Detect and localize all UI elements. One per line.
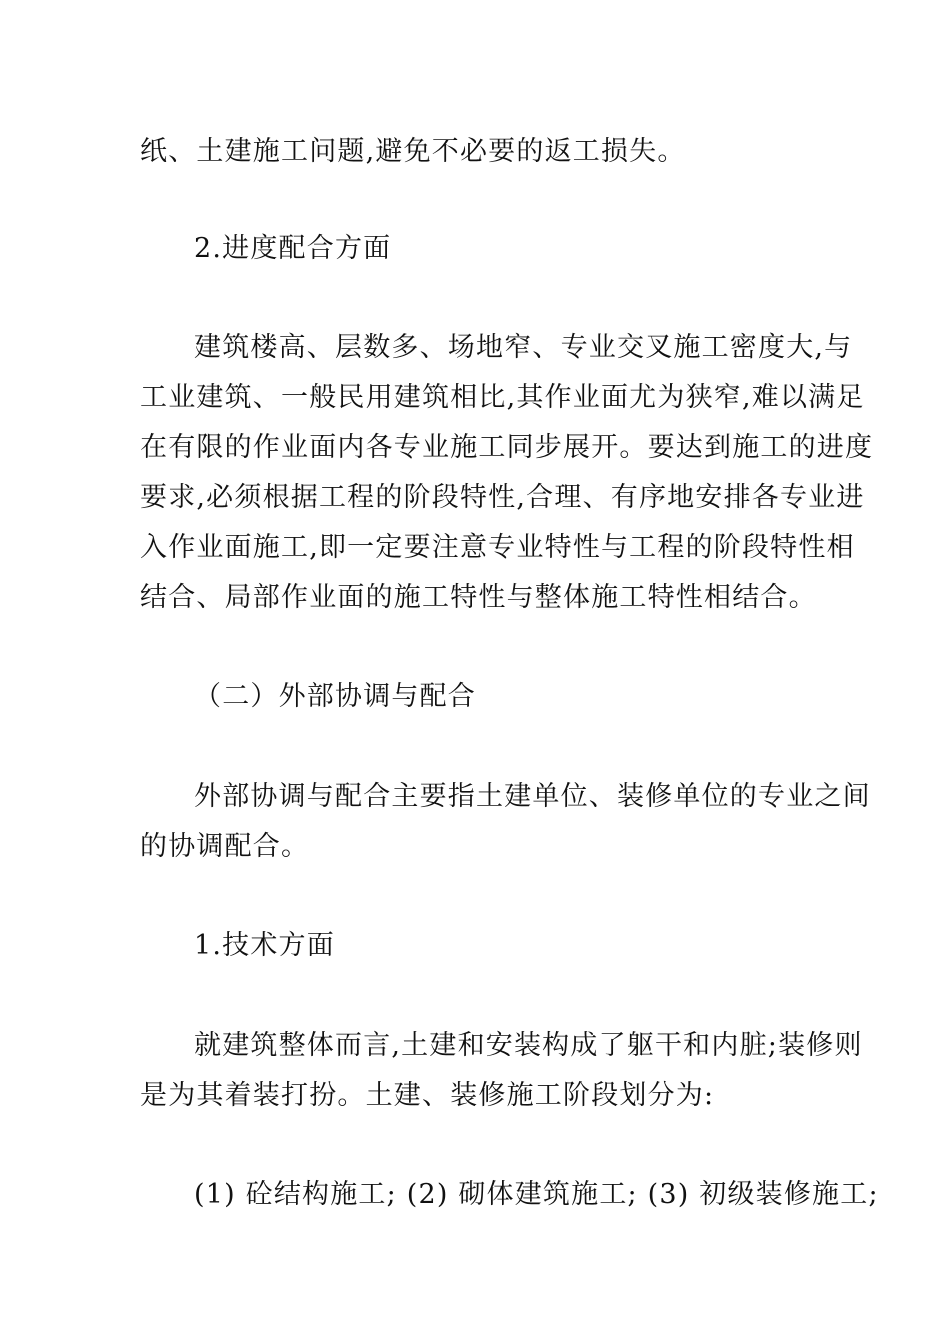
paragraph-line: 在有限的作业面内各专业施工同步展开。要达到施工的进度 [140,432,874,463]
paragraph-line: 就建筑整体而言,土建和安装构成了躯干和内脏;装修则 [194,1030,863,1061]
paragraph-line: 工业建筑、一般民用建筑相比,其作业面尤为狭窄,难以满足 [140,382,865,413]
paragraph-line: 外部协调与配合主要指土建单位、装修单位的专业之间 [194,781,871,812]
section-heading-external: （二）外部协调与配合 [194,681,476,712]
section-heading-technical: 1.技术方面 [194,930,335,961]
paragraph-line: 是为其着装打扮。土建、装修施工阶段划分为: [140,1080,715,1111]
paragraph-line: 入作业面施工,即一定要注意专业特性与工程的阶段特性相 [140,532,855,563]
paragraph-line: 建筑楼高、层数多、场地窄、专业交叉施工密度大,与 [194,332,853,363]
paragraph-line: 结合、局部作业面的施工特性与整体施工特性相结合。 [140,582,817,613]
paragraph-line: 要求,必须根据工程的阶段特性,合理、有序地安排各专业进 [140,482,865,513]
paragraph-line: 的协调配合。 [140,831,310,862]
paragraph-continuation-line: 纸、土建施工问题,避免不必要的返工损失。 [140,136,686,167]
list-line: (1) 砼结构施工; (2) 砌体建筑施工; (3) 初级装修施工; [194,1179,879,1210]
section-heading-schedule: 2.进度配合方面 [194,233,392,264]
